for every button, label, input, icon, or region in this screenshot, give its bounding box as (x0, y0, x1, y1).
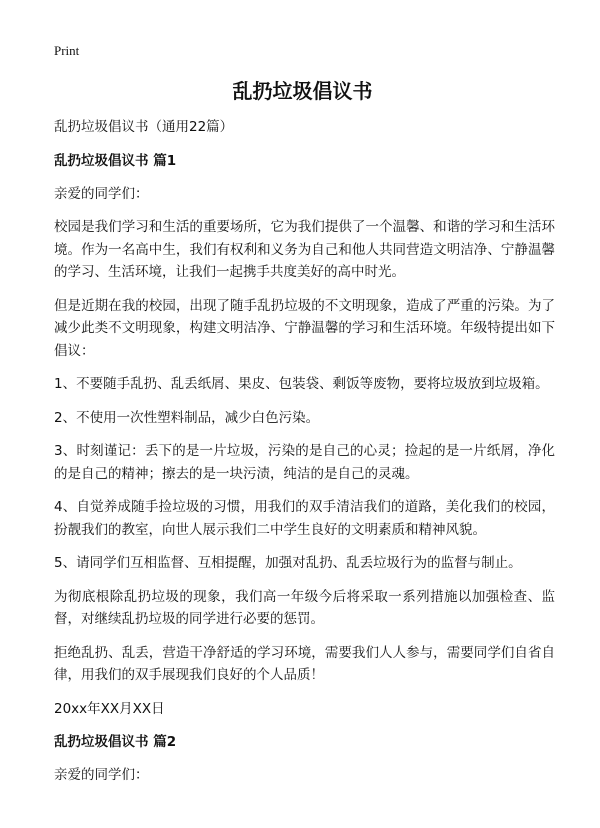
document-subtitle: 乱扔垃圾倡议书（通用22篇） (54, 119, 234, 135)
proposal-item-5: 5、请同学们互相监督、互相提醒，加强对乱扔、乱丢垃圾行为的监督与制止。 (54, 555, 522, 571)
section-1-heading: 乱扔垃圾倡议书 篇1 (54, 152, 177, 169)
section-1-paragraph: 校园是我们学习和生活的重要场所，它为我们提供了一个温馨、和谐的学习和生活环境。作为一名高中生，我们有权利和义务为自己和他人共同营造文明洁净、宁静温馨的学习、生活环境，让我们一起携手共度美好的高中时光。 (54, 219, 555, 280)
section-2-greeting: 亲爱的同学们： (54, 767, 149, 783)
section-1-date: 20xx年XX月XX日 (54, 700, 165, 717)
proposal-item-1: 1、不要随手乱扔、乱丢纸屑、果皮、包装袋、剩饭等废物，要将垃圾放到垃圾箱。 (54, 376, 549, 392)
section-1-greeting: 亲爱的同学们： (54, 185, 149, 202)
section-1-paragraph: 为彻底根除乱扔垃圾的现象，我们高一年级今后将采取一系列措施以加强检查、监督，对继续乱扔垃圾的同学进行必要的惩罚。 (54, 588, 555, 627)
proposal-item-2: 2、不使用一次性塑料制品，减少白色污染。 (54, 409, 320, 426)
section-1-paragraph: 拒绝乱扔、乱丢，营造干净舒适的学习环境，需要我们人人参与，需要同学们自省自律，用我们的双手展现我们良好的个人品质！ (54, 644, 555, 683)
document-title: 乱扔垃圾倡议书 (232, 79, 373, 103)
section-1-paragraph: 但是近期在我的校园，出现了随手乱扔垃圾的不文明现象，造成了严重的污染。为了减少此类不文明现象，构建文明洁净、宁静温馨的学习和生活环境。年级特提出如下倡议： (54, 297, 555, 359)
proposal-item-3: 3、时刻谨记：丢下的是一片垃圾，污染的是自己的心灵；捡起的是一片纸屑，净化的是自己的精神；擦去的是一块污渍，纯洁的是自己的灵魂。 (54, 443, 555, 482)
proposal-item-4: 4、自觉养成随手捡垃圾的习惯，用我们的双手清洁我们的道路，美化我们的校园，扮靓我们的教室，向世人展示我们二中学生良好的文明素质和精神风貌。 (54, 499, 555, 538)
section-2-heading: 乱扔垃圾倡议书 篇2 (54, 734, 177, 750)
print-link[interactable]: Print (54, 43, 80, 58)
